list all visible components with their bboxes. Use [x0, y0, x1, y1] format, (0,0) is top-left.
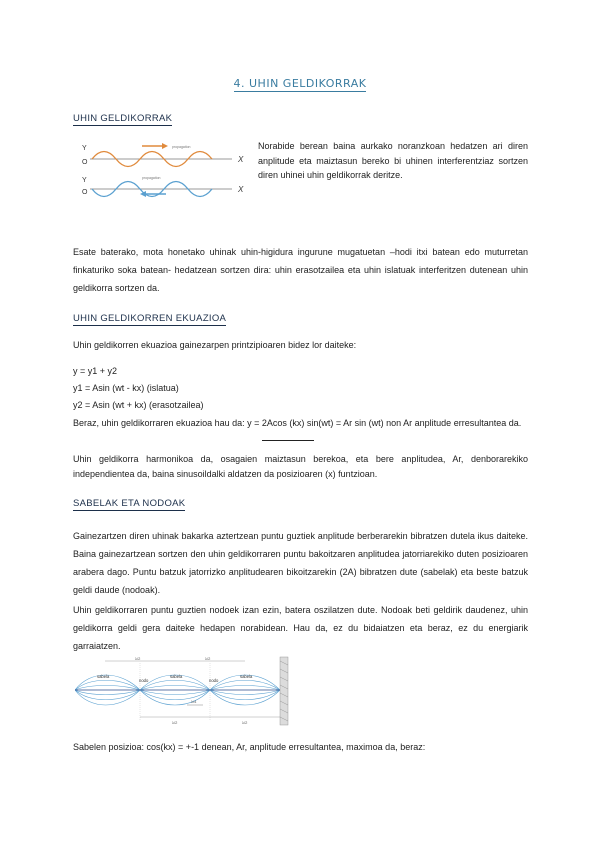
label-nodo-2: nodo — [209, 678, 219, 683]
standing-wave-figure — [75, 655, 295, 727]
opposing-waves-figure — [80, 138, 252, 208]
equation-intro: Uhin geldikorren ekuazioa gainezarpen printzipioaren bidez lor daiteke: — [73, 340, 357, 350]
example-paragraph: Esate baterako, mota honetako uhinak uhin-higidura ingurune mugatuetan –hodi itxi batean edo muturretan finkaturiko soka batean- hedatzean sortzen dira: uhin erasotzailea eta uhin islatuak interferitzen dutenean uhin geldikorra sortzen da. — [73, 247, 528, 293]
wave-blue-label: propagation — [142, 176, 161, 180]
equation-reflected: y1 = Asin (wt - kx) (islatua) — [73, 383, 179, 393]
amplitude-underline — [262, 440, 314, 441]
equation-result-paragraph: Beraz, uhin geldikorraren ekuazioa hau da: y = 2Acos (kx) sin(wt) = Ar sin (wt) non Ar anplitude erresultantea da. — [73, 418, 522, 428]
label-sabela-3: sabela — [240, 674, 253, 679]
fraction-top-1: λ/2 — [135, 656, 141, 661]
fixed-wall — [280, 657, 288, 725]
fraction-bottom-2: λ/2 — [242, 720, 248, 725]
page-title — [0, 77, 600, 90]
fraction-top-2: λ/2 — [205, 656, 211, 661]
label-sabela-1: sabela — [97, 674, 110, 679]
axis-x-label-top: X — [238, 155, 244, 164]
label-nodo-1: nodo — [139, 678, 149, 683]
section-heading-ekuazioa: UHIN GELDIKORREN EKUAZIOA — [73, 313, 227, 324]
harmonic-paragraph: Uhin geldikorra harmonikoa da, osagaien maiztasun berekoa, eta bere anplitudea, Ar, denborarekiko independientea da, baina sinusoildalki aldatzen da posizioaren (x) funtzioan. — [73, 454, 528, 479]
wave-orange-label: propagation — [172, 145, 191, 149]
axis-o-label-top: O — [82, 159, 88, 166]
axis-x-label-bottom: X — [238, 185, 244, 194]
equation-incident: y2 = Asin (wt + kx) (erasotzailea) — [73, 400, 204, 410]
intro-paragraph: Norabide berean baina aurkako noranzkoan hedatzen ari diren anplitude eta maiztasun bereko bi uhinen interferentziaz sortzen diren uhinei uhin geldikorrak deritze. — [258, 141, 528, 180]
axis-y-label-top: Y — [82, 145, 87, 152]
label-sabela-2: sabela — [170, 674, 183, 679]
section-heading-uhin-geldikorrak: UHIN GELDIKORRAK — [73, 113, 173, 124]
equation-sum: y = y1 + y2 — [73, 366, 118, 376]
antinode-position-line: Sabelen posizioa: cos(kx) = +-1 denean, Ar, anplitude erresultantea, maximoa da, beraz: — [73, 742, 426, 752]
antinodes-paragraph: Gainezartzen diren uhinak bakarka aztertzean puntu guztiek anplitude berberarekin bibratzen dutela ikus daiteke. Baina gainezartzean sortzen den uhin geldikorraren puntu bakoitzaren anplitudea jatorriarekiko duten posizioaren arabera dago. Puntu batzuk jatorrizko anplitudearen bikoitzarekin (2A) bibratzen dute (sabelak) eta beste batzuk geldi daude (nodoak). — [73, 531, 528, 595]
figure-background — [80, 138, 252, 208]
fraction-mid: λ/4 — [191, 699, 197, 704]
standing-wave-background — [75, 655, 295, 727]
fraction-bottom-1: λ/2 — [172, 720, 178, 725]
nodes-paragraph: Uhin geldikorraren puntu guztien nodoek izan ezin, batera oszilatzen dute. Nodoak beti geldirik daudenez, uhin geldikorra geldi gera daiteke hedapen norabidean. Hau da, ez du bidaiatzen eta beraz, ez du energiarik garraiatzen. — [73, 605, 528, 651]
page-title-text: 4. UHIN GELDIKORRAK — [233, 77, 367, 90]
axis-y-label-bottom: Y — [82, 177, 87, 184]
section-heading-sabelak-nodoak: SABELAK ETA NODOAK — [73, 498, 186, 509]
axis-o-label-bottom: O — [82, 189, 88, 196]
